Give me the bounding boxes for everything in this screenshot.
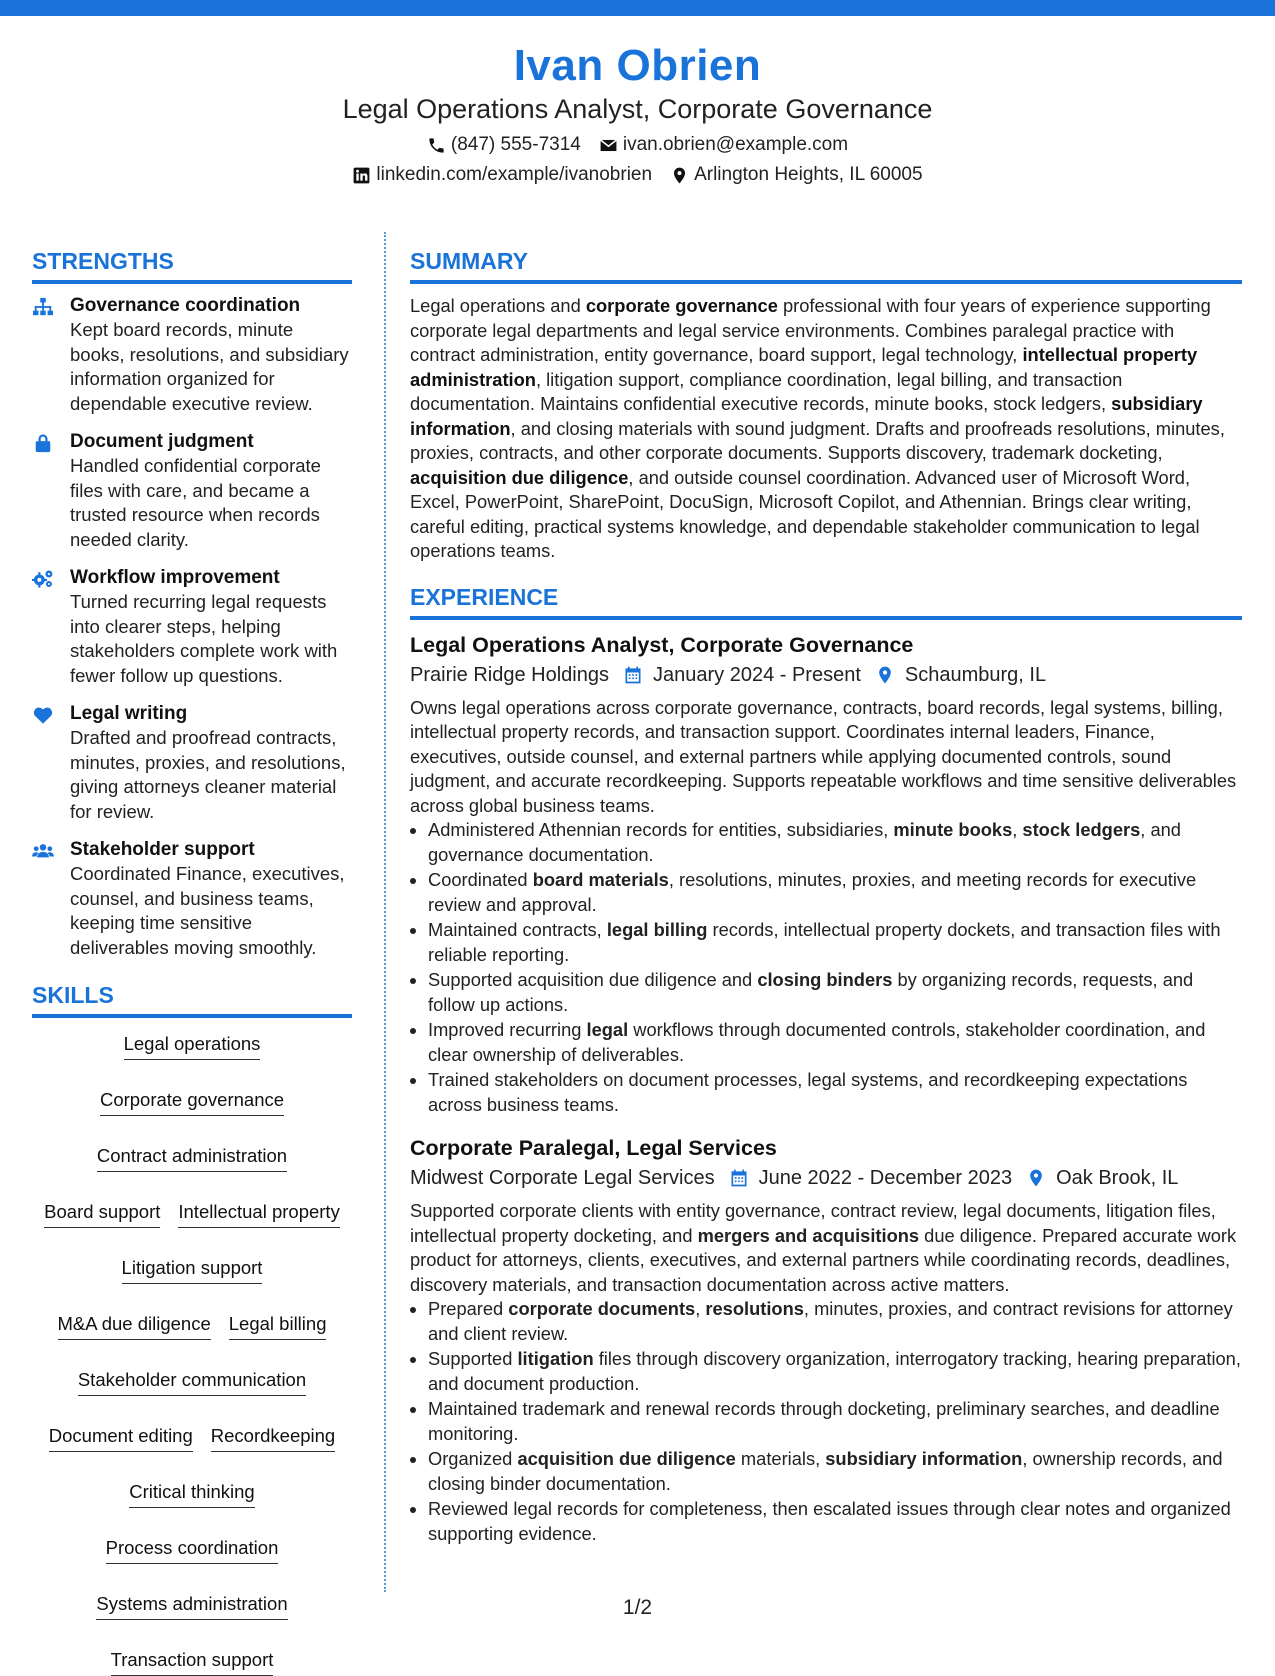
strengths-list bbox=[32, 294, 352, 960]
job-bullet: • Maintained trademark and renewal records through docketing, preliminary searches, and deadline monitoring. bbox=[428, 1397, 1242, 1446]
strength-title: Document judgment bbox=[70, 431, 254, 452]
location-text: Arlington Heights, IL 60005 bbox=[694, 164, 923, 185]
location-item bbox=[670, 162, 923, 188]
email-text[interactable]: ivan.obrien@example.com bbox=[622, 134, 849, 155]
strength-item bbox=[32, 838, 352, 960]
strength-title: Workflow improvement bbox=[70, 567, 280, 588]
job-meta bbox=[410, 660, 1242, 690]
strength-body bbox=[70, 430, 352, 552]
phone-item bbox=[427, 132, 581, 158]
strength-title: Stakeholder support bbox=[70, 839, 255, 860]
job-bullet: • Trained stakeholders on document processes, legal systems, and recordkeeping expectations across business teams. bbox=[428, 1068, 1242, 1117]
strength-item bbox=[32, 702, 352, 824]
job-title: Corporate Paralegal, Legal Services bbox=[410, 1136, 777, 1160]
job-bullet: • Supported litigation files through discovery organization, interrogatory tracking, hearing preparation, and document production. bbox=[428, 1347, 1242, 1396]
job-bullet: • Improved recurring legal workflows through documented controls, stakeholder coordination, and clear ownership of deliverables. bbox=[428, 1018, 1242, 1067]
gears-icon bbox=[32, 566, 56, 688]
job-bullet: • Administered Athennian records for entities, subsidiaries, minute books, stock ledgers, and governance documentation. bbox=[428, 818, 1242, 867]
envelope-icon bbox=[599, 136, 618, 155]
calendar-icon bbox=[715, 1168, 759, 1188]
job-bullet: • Maintained contracts, legal billing records, intellectual property dockets, and transaction files with reliable reporting. bbox=[428, 918, 1242, 967]
phone-text: (847) 555-7314 bbox=[450, 134, 581, 155]
skill-tag: Contract administration bbox=[97, 1144, 287, 1172]
skills-heading: SKILLS bbox=[32, 980, 352, 1018]
job-description: Owns legal operations across corporate governance, contracts, board records, legal systems, billing, intellectual property records, and transaction support. Coordinates internal leaders, Finance, executives, outside counsel, and external partners while applying documented controls, sound judgment, and accurate recordkeeping. Supports repeatable workflows and time sensitive deliverables across global business teams. bbox=[410, 696, 1237, 816]
map-pin-icon bbox=[670, 166, 689, 185]
job-title: Legal Operations Analyst, Corporate Governance bbox=[410, 632, 914, 657]
contact-row-1 bbox=[0, 132, 1275, 158]
job-entry bbox=[410, 630, 1242, 1118]
experience-list bbox=[410, 630, 1242, 1547]
right-column bbox=[410, 246, 1242, 1562]
job-dates: June 2022 - December 2023 bbox=[758, 1167, 1013, 1189]
linkedin-text[interactable]: linkedin.com/example/ivanobrien bbox=[376, 164, 653, 185]
strength-item bbox=[32, 294, 352, 416]
strength-body bbox=[70, 838, 352, 960]
job-company: Prairie Ridge Holdings bbox=[410, 663, 609, 686]
heart-icon bbox=[32, 702, 56, 824]
page-number: 1/2 bbox=[622, 1596, 653, 1619]
strength-body bbox=[70, 566, 352, 688]
column-divider bbox=[384, 232, 386, 1592]
map-pin-icon bbox=[861, 665, 905, 685]
users-icon bbox=[32, 838, 56, 960]
summary-heading: SUMMARY bbox=[410, 246, 1242, 284]
skill-tag: M&A due diligence bbox=[58, 1312, 211, 1340]
phone-icon bbox=[427, 136, 446, 155]
strength-description: Handled confidential corporate files with care, and became a trusted resource when records needed clarity. bbox=[70, 455, 321, 550]
top-accent-bar bbox=[0, 0, 1275, 16]
skills-list bbox=[32, 1028, 352, 1676]
skill-tag: Systems administration bbox=[96, 1592, 287, 1620]
strength-description: Drafted and proofread contracts, minutes, proxies, and resolutions, giving attorneys cleaner material for review. bbox=[70, 727, 346, 822]
skill-tag: Recordkeeping bbox=[211, 1424, 335, 1452]
skill-tag: Legal billing bbox=[229, 1312, 327, 1340]
skill-tag: Process coordination bbox=[106, 1536, 279, 1564]
skill-tag: Corporate governance bbox=[100, 1088, 284, 1116]
lock-icon bbox=[32, 430, 56, 552]
resume-header bbox=[0, 40, 1275, 188]
strength-body bbox=[70, 294, 352, 416]
calendar-icon bbox=[609, 665, 653, 685]
job-bullets bbox=[410, 818, 1242, 1117]
strength-description: Coordinated Finance, executives, counsel, and business teams, keeping time sensitive deliverables moving smoothly. bbox=[70, 863, 345, 958]
job-entry bbox=[410, 1133, 1242, 1546]
job-description: Supported corporate clients with entity governance, contract review, legal documents, litigation files, intellectual property docketing, and mergers and acquisitions due diligence. Prepared accurate work product for attorneys, clients, executives, and external partners while coordinating records, deadlines, discovery materials, and transaction documentation across active matters. bbox=[410, 1200, 1237, 1295]
strength-description: Turned recurring legal requests into clearer steps, helping stakeholders complete work with fewer follow up questions. bbox=[70, 591, 338, 686]
strength-description: Kept board records, minute books, resolutions, and subsidiary information organized for dependable executive review. bbox=[70, 319, 349, 414]
skill-tag: Transaction support bbox=[111, 1648, 274, 1676]
job-bullet: • Reviewed legal records for completeness, then escalated issues through clear notes and organized supporting evidence. bbox=[428, 1497, 1242, 1546]
job-bullet: • Supported acquisition due diligence and closing binders by organizing records, requests, and follow up actions. bbox=[428, 968, 1242, 1017]
summary-text: Legal operations and corporate governance professional with four years of experience supporting corporate legal departments and legal service environments. Combines paralegal practice with contract administration, entity governance, board support, legal technology, intellectual property administration, litigation support, compliance coordination, legal billing, and transaction documentation. Maintains confidential executive records, minute books, stock ledgers, subsidiary information, and closing materials with sound judgment. Drafts and proofreads resolutions, minutes, proxies, contracts, and other corporate documents. Supports discovery, trademark docketing, acquisition due diligence, and outside counsel coordination. Advanced user of Microsoft Word, Excel, PowerPoint, SharePoint, DocuSign, Microsoft Copilot, and Athennian. Brings clear writing, careful editing, practical systems knowledge, and dependable stakeholder communication to legal operations teams. bbox=[410, 295, 1225, 561]
job-bullet: • Organized acquisition due diligence materials, subsidiary information, ownership records, and closing binder documentation. bbox=[428, 1447, 1242, 1496]
left-column bbox=[32, 246, 352, 1676]
skill-tag: Critical thinking bbox=[129, 1480, 254, 1508]
experience-heading: EXPERIENCE bbox=[410, 582, 1242, 620]
job-location: Schaumburg, IL bbox=[904, 663, 1047, 686]
skill-tag: Document editing bbox=[49, 1424, 193, 1452]
skill-tag: Stakeholder communication bbox=[78, 1368, 306, 1396]
skill-tag: Litigation support bbox=[122, 1256, 263, 1284]
job-bullet: • Coordinated board materials, resolutions, minutes, proxies, and meeting records for executive review and approval. bbox=[428, 868, 1242, 917]
job-location: Oak Brook, IL bbox=[1056, 1167, 1179, 1189]
contact-row-2 bbox=[0, 162, 1275, 188]
job-dates: January 2024 - Present bbox=[652, 663, 861, 686]
job-meta bbox=[410, 1163, 1242, 1193]
org-chart-icon bbox=[32, 294, 56, 416]
strength-title: Legal writing bbox=[70, 703, 188, 724]
job-company: Midwest Corporate Legal Services bbox=[410, 1167, 715, 1189]
linkedin-item[interactable] bbox=[352, 162, 652, 188]
job-bullets bbox=[410, 1297, 1242, 1546]
strength-item bbox=[32, 430, 352, 552]
candidate-title: Legal Operations Analyst, Corporate Governance bbox=[342, 94, 933, 124]
linkedin-icon bbox=[352, 166, 371, 185]
candidate-name: Ivan Obrien bbox=[513, 41, 762, 90]
map-pin-icon bbox=[1012, 1168, 1056, 1188]
strength-body bbox=[70, 702, 352, 824]
email-item[interactable] bbox=[599, 132, 848, 158]
strengths-heading: STRENGTHS bbox=[32, 246, 352, 284]
skill-tag: Intellectual property bbox=[178, 1200, 339, 1228]
job-bullet: • Prepared corporate documents, resolutions, minutes, proxies, and contract revisions for attorney and client review. bbox=[428, 1297, 1242, 1346]
strength-title: Governance coordination bbox=[70, 295, 301, 316]
strength-item bbox=[32, 566, 352, 688]
skill-tag: Legal operations bbox=[124, 1032, 261, 1060]
skill-tag: Board support bbox=[44, 1200, 160, 1228]
